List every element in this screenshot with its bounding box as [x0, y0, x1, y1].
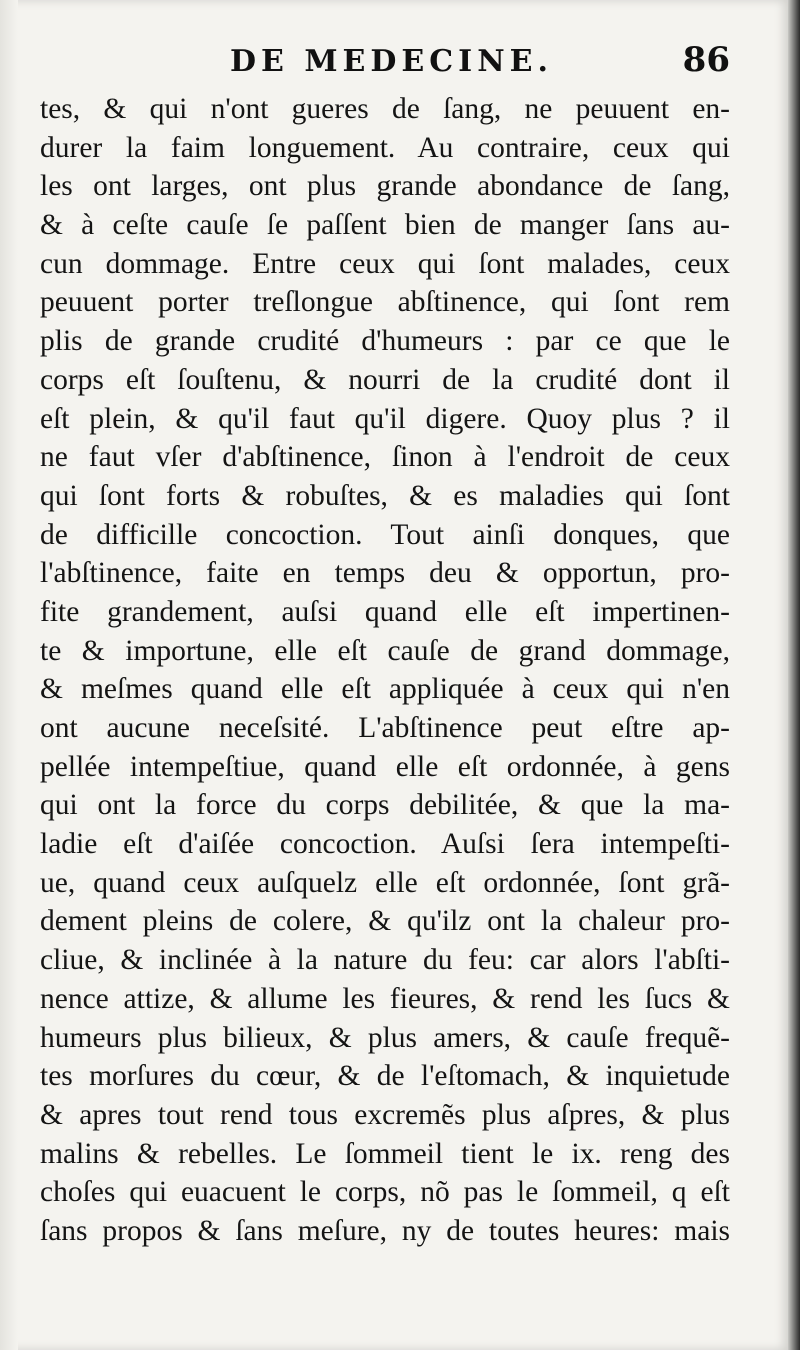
text-line: durer la faim longuement. Au contraire, ceux qui — [40, 131, 730, 164]
page-number: 86 — [682, 40, 730, 80]
text-line: ont aucune neceſsité. L'abſtinence peut eſtre ap- — [40, 712, 730, 744]
text-line: choſes qui euacuent le corps, nõ pas le ſommeil, q eſt — [40, 1176, 730, 1209]
text-line: qui ſont forts & robuſtes, & es maladies qui ſont — [40, 479, 730, 512]
text-line: humeurs plus bilieux, & plus amers, & cauſe frequẽ- — [40, 1021, 730, 1054]
text-line: nence attize, & allume les fieures, & rend les ſucs & — [40, 982, 730, 1015]
text-line: te & importune, elle eſt cauſe de grand dommage, — [40, 634, 730, 667]
page-gutter — [0, 0, 18, 1350]
text-line: & apres tout rend tous excremẽs plus aſpres, & plus — [40, 1098, 730, 1131]
text-line: corps eſt ſouſtenu, & nourri de la crudité dont il — [40, 363, 730, 396]
text-line: de difficille concoction. Tout ainſi donques, que — [40, 518, 730, 551]
text-line: & à ceſte cauſe ſe paſſent bien de manger ſans au- — [40, 209, 730, 242]
text-line: malins & rebelles. Le ſommeil tient le ix. reng des — [40, 1137, 730, 1170]
text-line: cliue, & inclinée à la nature du feu: car alors l'abſti- — [40, 944, 730, 977]
text-body — [40, 90, 730, 1251]
text-line: ſans propos & ſans meſure, ny de toutes heures: mais — [40, 1214, 730, 1247]
running-title: DE MEDECINE. — [230, 44, 553, 79]
text-line: ne faut vſer d'abſtinence, ſinon à l'endroit de ceux — [40, 441, 730, 474]
running-head — [40, 40, 730, 88]
text-line: peuuent porter treſlongue abſtinence, qui ſont rem — [40, 286, 730, 319]
text-line: tes morſures du cœur, & de l'eſtomach, & inquietude — [40, 1060, 730, 1093]
text-line: les ont larges, ont plus grande abondance de ſang, — [40, 170, 730, 203]
text-line: & meſmes quand elle eſt appliquée à ceux qui n'en — [40, 673, 730, 706]
text-line: tes, & qui n'ont gueres de ſang, ne peuuent en- — [40, 93, 730, 125]
text-line: l'abſtinence, faite en temps deu & opportun, pro- — [40, 557, 730, 590]
text-line: ue, quand ceux auſquelz elle eſt ordonnée, ſont grã- — [40, 866, 730, 899]
text-line: dement pleins de colere, & qu'ilz ont la chaleur pro- — [40, 905, 730, 938]
page-edge-shadow — [788, 0, 800, 1350]
text-line: ladie eſt d'aiſée concoction. Auſsi ſera intempeſti- — [40, 828, 730, 861]
text-line: pellée intempeſtiue, quand elle eſt ordonnée, à gens — [40, 750, 730, 783]
text-line: fite grandement, auſsi quand elle eſt impertinen- — [40, 595, 730, 628]
text-line: eſt plein, & qu'il faut qu'il digere. Quoy plus ? il — [40, 402, 730, 435]
text-line: plis de grande crudité d'humeurs : par ce que le — [40, 325, 730, 358]
text-line: qui ont la force du corps debilitée, & que la ma- — [40, 789, 730, 822]
text-line: cun dommage. Entre ceux qui ſont malades, ceux — [40, 247, 730, 280]
